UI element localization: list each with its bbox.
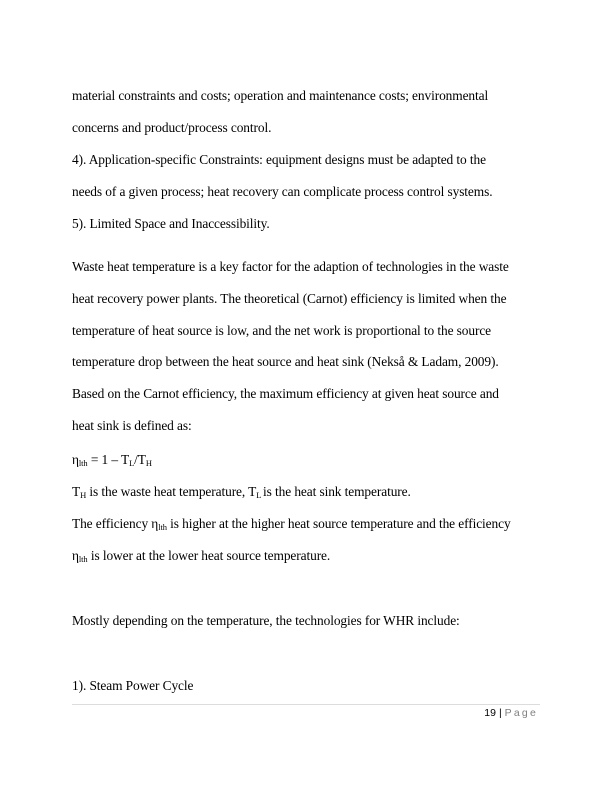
body-text-line: material constraints and costs; operation and maintenance costs; environmental (72, 88, 489, 103)
eff-text: The efficiency η (72, 516, 159, 531)
list-item-steam-power-cycle: 1). Steam Power Cycle (72, 678, 194, 693)
footer-separator: | (498, 707, 502, 719)
footer-divider (72, 704, 540, 705)
paragraph-line: temperature drop between the heat source and heat sink (Nekså & Ladam, 2009). (72, 354, 499, 369)
th-text: T (72, 484, 81, 499)
th-subscript: H (80, 490, 87, 500)
paragraph-line: heat sink is defined as: (72, 418, 192, 433)
eff2-text-2: is lower at the lower heat source temperature. (87, 548, 331, 563)
page-label: Page (504, 707, 538, 719)
th-text-3: is the heat sink temperature. (263, 484, 411, 499)
temperature-definition-line (72, 484, 411, 500)
eff-text-2: is higher at the higher heat source temperature and the efficiency (166, 516, 511, 531)
efficiency-statement-line-2 (72, 548, 330, 564)
efficiency-statement-line (72, 516, 511, 532)
body-text-line: needs of a given process; heat recovery can complicate process control systems. (72, 184, 493, 199)
formula-middle: = 1 – T (87, 452, 130, 467)
paragraph-line: Waste heat temperature is a key factor for the adaption of technologies in the waste (72, 259, 509, 274)
formula-th-subscript: H (145, 458, 152, 468)
eff-subscript: lth (158, 522, 167, 532)
th-text-2: is the waste heat temperature, T (86, 484, 257, 499)
formula-eta-subscript: lth (78, 458, 88, 468)
list-item-constraint-4: 4). Application-specific Constraints: equipment designs must be adapted to the (72, 152, 486, 167)
page-number: 19 (484, 707, 496, 719)
technologies-intro: Mostly depending on the temperature, the technologies for WHR include: (72, 613, 460, 628)
paragraph-line: temperature of heat source is low, and the net work is proportional to the source (72, 323, 492, 338)
paragraph-line: Based on the Carnot efficiency, the maximum efficiency at given heat source and (72, 386, 499, 401)
formula-eta: η (72, 452, 79, 467)
formula-slash: /T (134, 452, 146, 467)
paragraph-line: heat recovery power plants. The theoretical (Carnot) efficiency is limited when the (72, 291, 507, 306)
eff2-subscript: lth (78, 554, 88, 564)
list-item-constraint-5: 5). Limited Space and Inaccessibility. (72, 216, 270, 231)
body-text-line: concerns and product/process control. (72, 120, 272, 135)
efficiency-formula (72, 452, 152, 468)
page-footer (484, 707, 538, 720)
formula-tl-subscript: L (129, 458, 135, 468)
eff2-text: η (72, 548, 79, 563)
tl-subscript: L (256, 490, 264, 500)
